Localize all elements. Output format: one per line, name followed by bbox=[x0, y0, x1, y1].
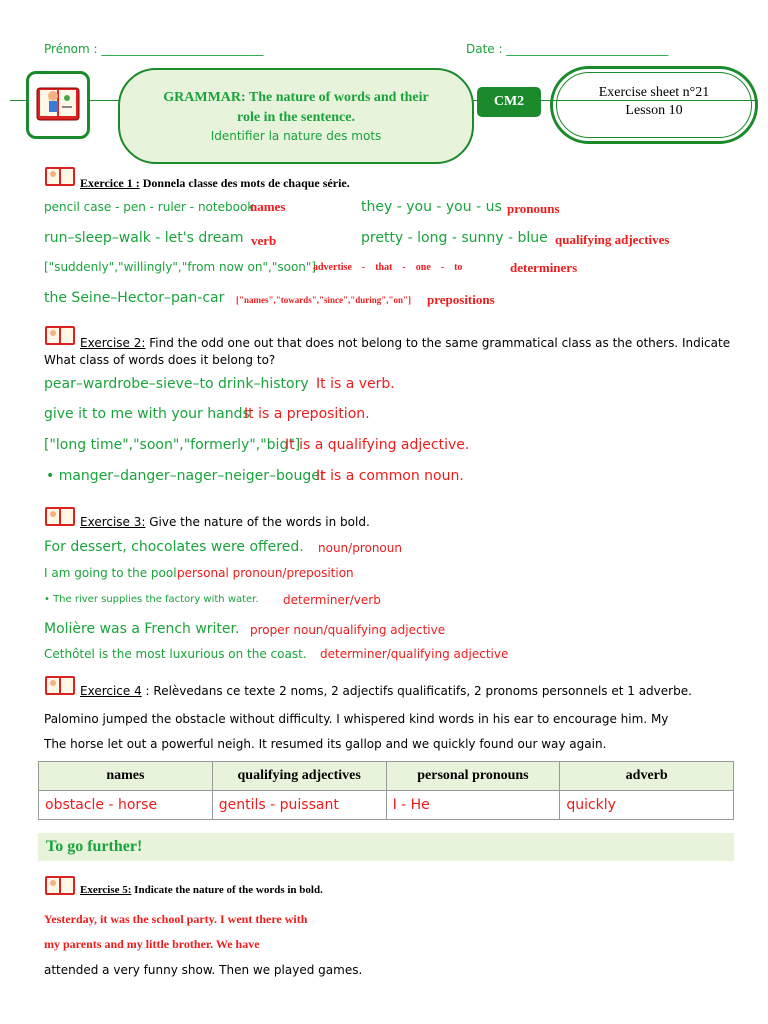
ex1-row4-answer: prepositions bbox=[427, 292, 495, 307]
table-cell: obstacle - horse bbox=[39, 791, 213, 820]
ex1-row3-words: ["suddenly","willingly","from now on","soon"] bbox=[44, 260, 317, 274]
ex1-row4-list: ["names","towards","since","during","on"] bbox=[236, 295, 411, 305]
ex2-row3-answer: It is a qualifying adjective. bbox=[285, 437, 470, 453]
further-title: To go further! bbox=[46, 838, 143, 855]
lesson-number: Lesson 10 bbox=[625, 103, 683, 118]
book-icon bbox=[44, 165, 76, 187]
ex1-row3-list: advertise - that - one - to bbox=[313, 262, 463, 273]
ex3-heading: Exercise 3: Give the nature of the words in bold. bbox=[80, 515, 370, 529]
book-logo bbox=[26, 71, 90, 139]
ex3-row5-answer: determiner/qualifying adjective bbox=[320, 647, 509, 661]
ex5-line3: attended a very funny show. Then we played games. bbox=[44, 963, 363, 977]
ex1-row4-words: the Seine–Hector–pan-car bbox=[44, 290, 225, 306]
column-header: personal pronouns bbox=[386, 762, 560, 791]
ex5-line1: Yesterday, it was the school party. I went there with bbox=[44, 912, 308, 926]
ex3-row5: Cethôtel is the most luxurious on the coast. bbox=[44, 647, 307, 661]
ex3-row2: I am going to the pool. bbox=[44, 566, 181, 580]
ex1-row2-words: run–sleep–walk - let's dream bbox=[44, 230, 244, 246]
ex4-heading: Exercice 4 : Relèvedans ce texte 2 noms, 2 adjectifs qualificatifs, 2 pronoms personnels et 1 adverbe. bbox=[80, 684, 692, 698]
title-line1: GRAMMAR: The nature of words and their bbox=[163, 90, 429, 105]
table-header-row bbox=[39, 762, 734, 791]
ex2-row4: • manger–danger–nager–neiger–bouger bbox=[46, 468, 326, 484]
ex3-row2-answer: personal pronoun/preposition bbox=[177, 566, 354, 580]
ex2-heading: Exercise 2: Find the odd one out that does not belong to the same grammatical class as the others. Indicate bbox=[80, 336, 731, 350]
book-icon bbox=[29, 74, 87, 136]
column-header: names bbox=[39, 762, 213, 791]
ex1-row1-words: pencil case - pen - ruler - notebook bbox=[44, 200, 255, 214]
ex3-row3-answer: determiner/verb bbox=[283, 593, 381, 607]
ex3-row4: Molière was a French writer. bbox=[44, 621, 240, 637]
further-bar bbox=[38, 833, 734, 861]
ex1-row3-answer: determiners bbox=[510, 260, 578, 275]
table-cell: quickly bbox=[560, 791, 734, 820]
table-row bbox=[39, 791, 734, 820]
ex3-row1: For dessert, chocolates were offered. bbox=[44, 539, 304, 555]
ex2-row2: give it to me with your hands bbox=[44, 406, 250, 422]
sheet-panel bbox=[550, 66, 758, 144]
title-panel bbox=[118, 68, 474, 164]
ex3-row1-answer: noun/pronoun bbox=[318, 541, 402, 555]
ex3-row4-answer: proper noun/qualifying adjective bbox=[250, 623, 446, 637]
ex1-row1b-words: they - you - you - us bbox=[361, 199, 502, 215]
level-badge: CM2 bbox=[477, 87, 541, 117]
ex3-row3: • The river supplies the factory with water. bbox=[44, 594, 259, 605]
ex2-instruction2: What class of words does it belong to? bbox=[44, 353, 276, 367]
ex4-text-line1: Palomino jumped the obstacle without difficulty. I whispered kind words in his ear to encourage him. My bbox=[44, 712, 669, 726]
ex2-row1: pear–wardrobe–sieve–to drink–history bbox=[44, 376, 309, 392]
book-icon bbox=[44, 324, 76, 346]
book-icon bbox=[44, 674, 76, 696]
ex2-row4-answer: It is a common noun. bbox=[316, 468, 464, 484]
column-header: qualifying adjectives bbox=[212, 762, 386, 791]
ex1-row1b-answer: pronouns bbox=[507, 201, 560, 216]
ex1-row1-answer: names bbox=[250, 199, 286, 214]
sheet-number: Exercise sheet n°21 bbox=[598, 85, 710, 100]
book-icon bbox=[44, 505, 76, 527]
ex2-row3: ["long time","soon","formerly","big"] bbox=[44, 437, 301, 453]
ex1-row2-answer: verb bbox=[251, 233, 277, 248]
table-cell: I - He bbox=[386, 791, 560, 820]
date-field: Date : ___________________________ bbox=[466, 42, 669, 56]
ex4-table bbox=[38, 761, 734, 820]
ex2-row1-answer: It is a verb. bbox=[316, 376, 395, 392]
prenom-field: Prénom : ___________________________ bbox=[44, 42, 264, 56]
ex1-row2b-words: pretty - long - sunny - blue bbox=[361, 230, 548, 246]
subtitle: Identifier la nature des mots bbox=[210, 129, 382, 143]
ex5-line2: my parents and my little brother. We have bbox=[44, 937, 260, 951]
ex2-row2-answer: It is a preposition. bbox=[244, 406, 370, 422]
title-line2: role in the sentence. bbox=[237, 110, 355, 125]
table-cell: gentils - puissant bbox=[212, 791, 386, 820]
ex4-text-line2: The horse let out a powerful neigh. It resumed its gallop and we quickly found our way again. bbox=[44, 737, 607, 751]
ex5-heading: Exercise 5: Indicate the nature of the words in bold. bbox=[80, 884, 323, 896]
ex1-row2b-answer: qualifying adjectives bbox=[555, 232, 670, 247]
column-header: adverb bbox=[560, 762, 734, 791]
ex1-heading: Exercice 1 : Donnela classe des mots de chaque série. bbox=[80, 176, 350, 190]
book-icon bbox=[44, 874, 76, 896]
